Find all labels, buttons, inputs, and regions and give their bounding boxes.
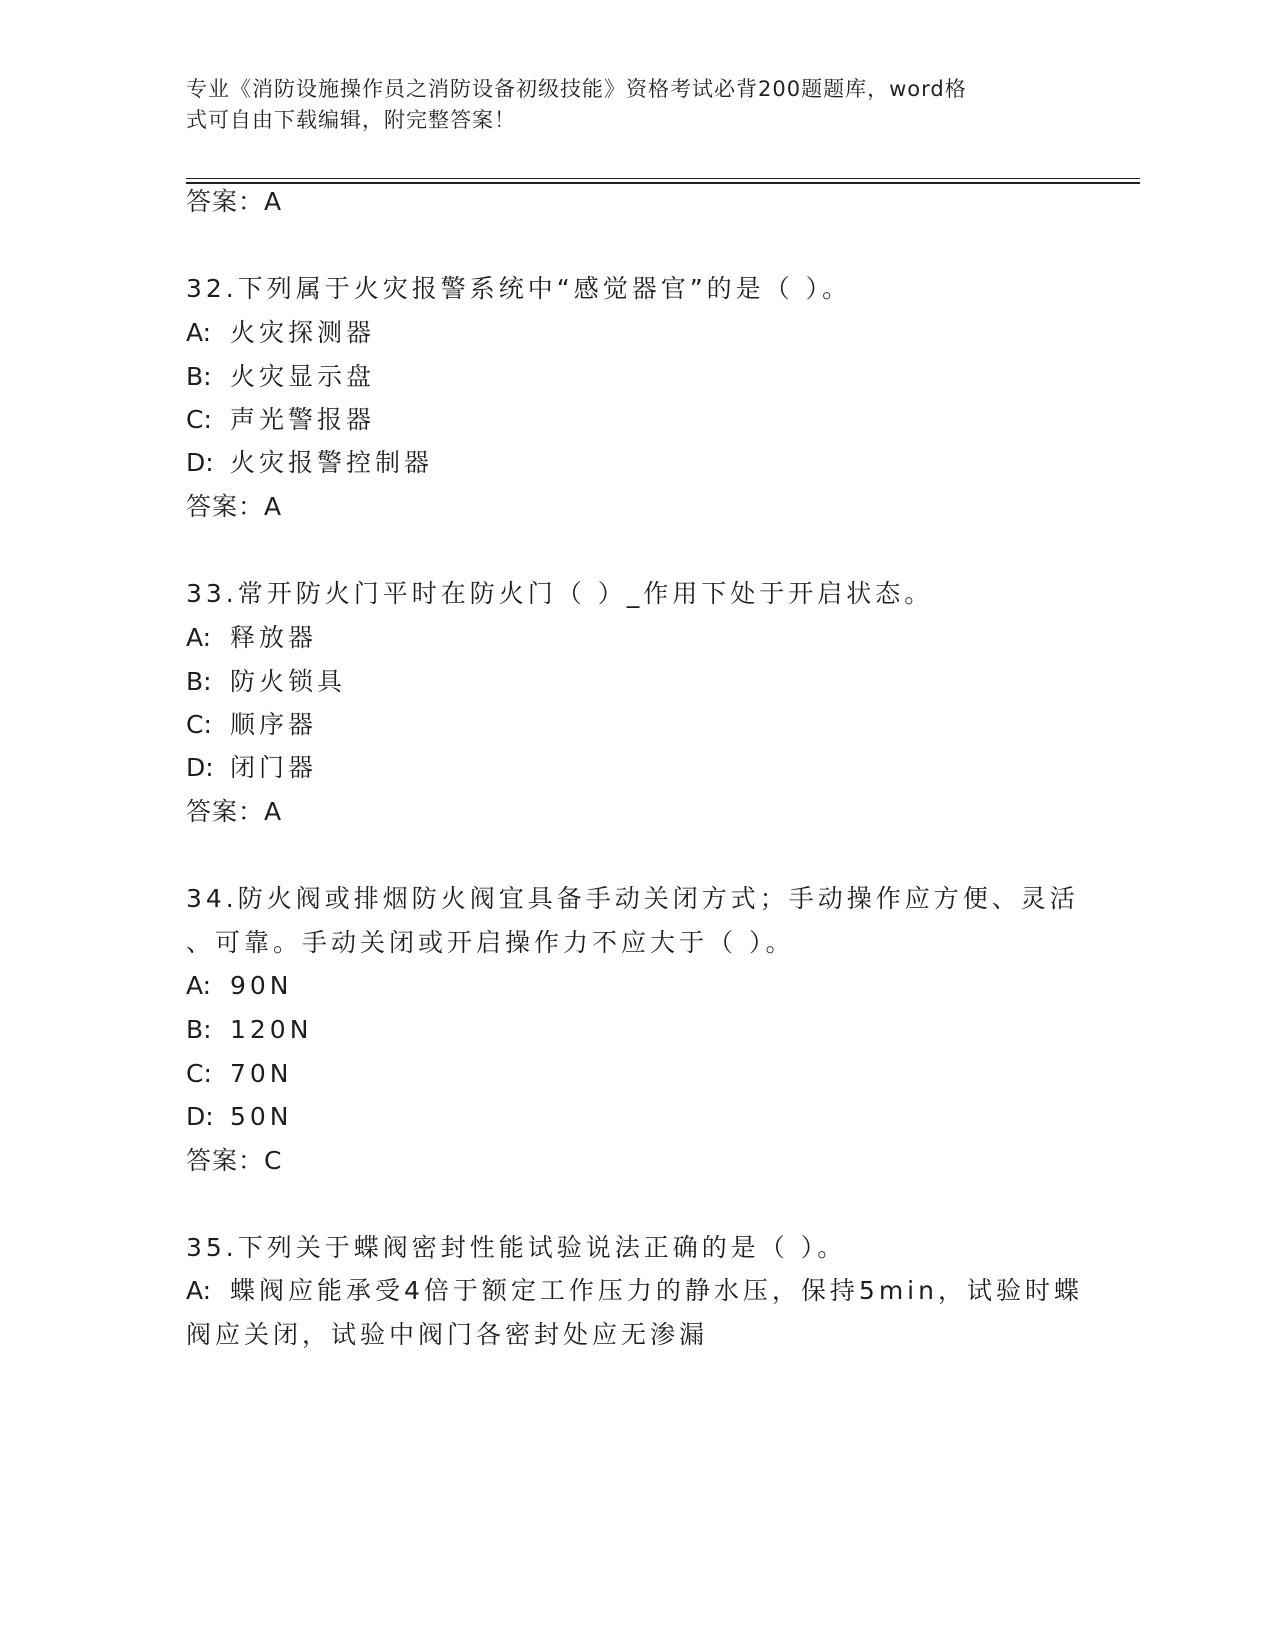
question-34-answer: 答案：C — [186, 1146, 283, 1175]
option-label: B: — [186, 667, 212, 696]
question-33-option-b — [186, 666, 1086, 698]
option-label: D: — [186, 753, 214, 782]
option-text: 释放器 — [230, 623, 318, 652]
option-text: 50N — [230, 1102, 293, 1131]
question-33-option-a — [186, 622, 1086, 654]
option-label: D: — [186, 1102, 214, 1131]
header-line-1: 专业《消防设施操作员之消防设备初级技能》资格考试必背200题题库，word格 — [186, 77, 967, 101]
option-label: A: — [186, 1276, 212, 1305]
option-text: 火灾探测器 — [230, 318, 376, 347]
question-34-stem-line-2: 、可靠。手动关闭或开启操作力不应大于（ ）。 — [186, 928, 795, 957]
option-label: B: — [186, 1015, 212, 1044]
question-34-option-d — [186, 1101, 1086, 1133]
question-33-answer: 答案：A — [186, 797, 283, 826]
option-label: B: — [186, 362, 212, 391]
header-divider-thick — [186, 182, 1140, 184]
option-label: A: — [186, 971, 212, 1000]
question-35-option-a-line-2: 阀应关闭，试验中阀门各密封处应无渗漏 — [186, 1320, 709, 1349]
option-text: 火灾报警控制器 — [230, 448, 434, 477]
question-35-stem: 35.下列关于蝶阀密封性能试验说法正确的是（ ）。 — [186, 1233, 847, 1262]
header-divider-thin — [186, 178, 1140, 179]
question-32-option-b — [186, 361, 1086, 393]
previous-answer: 答案：A — [186, 187, 283, 216]
question-33-option-c — [186, 709, 1086, 741]
question-33-option-d — [186, 752, 1086, 784]
option-label: D: — [186, 448, 214, 477]
option-text: 防火锁具 — [230, 667, 347, 696]
document-header — [186, 74, 1066, 136]
question-32-option-a — [186, 317, 1086, 349]
question-35-option-a-line-1 — [186, 1275, 1086, 1307]
header-line-2: 式可自由下载编辑，附完整答案！ — [186, 108, 516, 132]
option-label: C: — [186, 1059, 212, 1088]
question-32-option-c — [186, 404, 1086, 436]
option-text: 蝶阀应能承受4倍于额定工作压力的静水压，保持5min，试验时蝶 — [230, 1276, 1083, 1305]
option-label: A: — [186, 318, 212, 347]
option-label: A: — [186, 623, 212, 652]
option-label: C: — [186, 710, 212, 739]
question-34-stem-line-1: 34.防火阀或排烟防火阀宜具备手动关闭方式；手动操作应方便、灵活 — [186, 884, 1079, 913]
option-text: 70N — [230, 1059, 293, 1088]
option-text: 90N — [230, 971, 293, 1000]
option-text: 闭门器 — [230, 753, 318, 782]
option-text: 120N — [230, 1015, 313, 1044]
question-34-option-b — [186, 1014, 1086, 1046]
option-text: 顺序器 — [230, 710, 318, 739]
question-32-stem: 32.下列属于火灾报警系统中“感觉器官”的是（ ）。 — [186, 274, 852, 303]
question-32-option-d — [186, 447, 1086, 479]
question-32-answer: 答案：A — [186, 492, 283, 521]
question-33-stem: 33.常开防火门平时在防火门（ ）_作用下处于开启状态。 — [186, 579, 934, 608]
option-text: 火灾显示盘 — [230, 362, 376, 391]
question-34-option-a — [186, 970, 1086, 1002]
option-label: C: — [186, 405, 212, 434]
question-34-option-c — [186, 1058, 1086, 1090]
option-text: 声光警报器 — [230, 405, 376, 434]
